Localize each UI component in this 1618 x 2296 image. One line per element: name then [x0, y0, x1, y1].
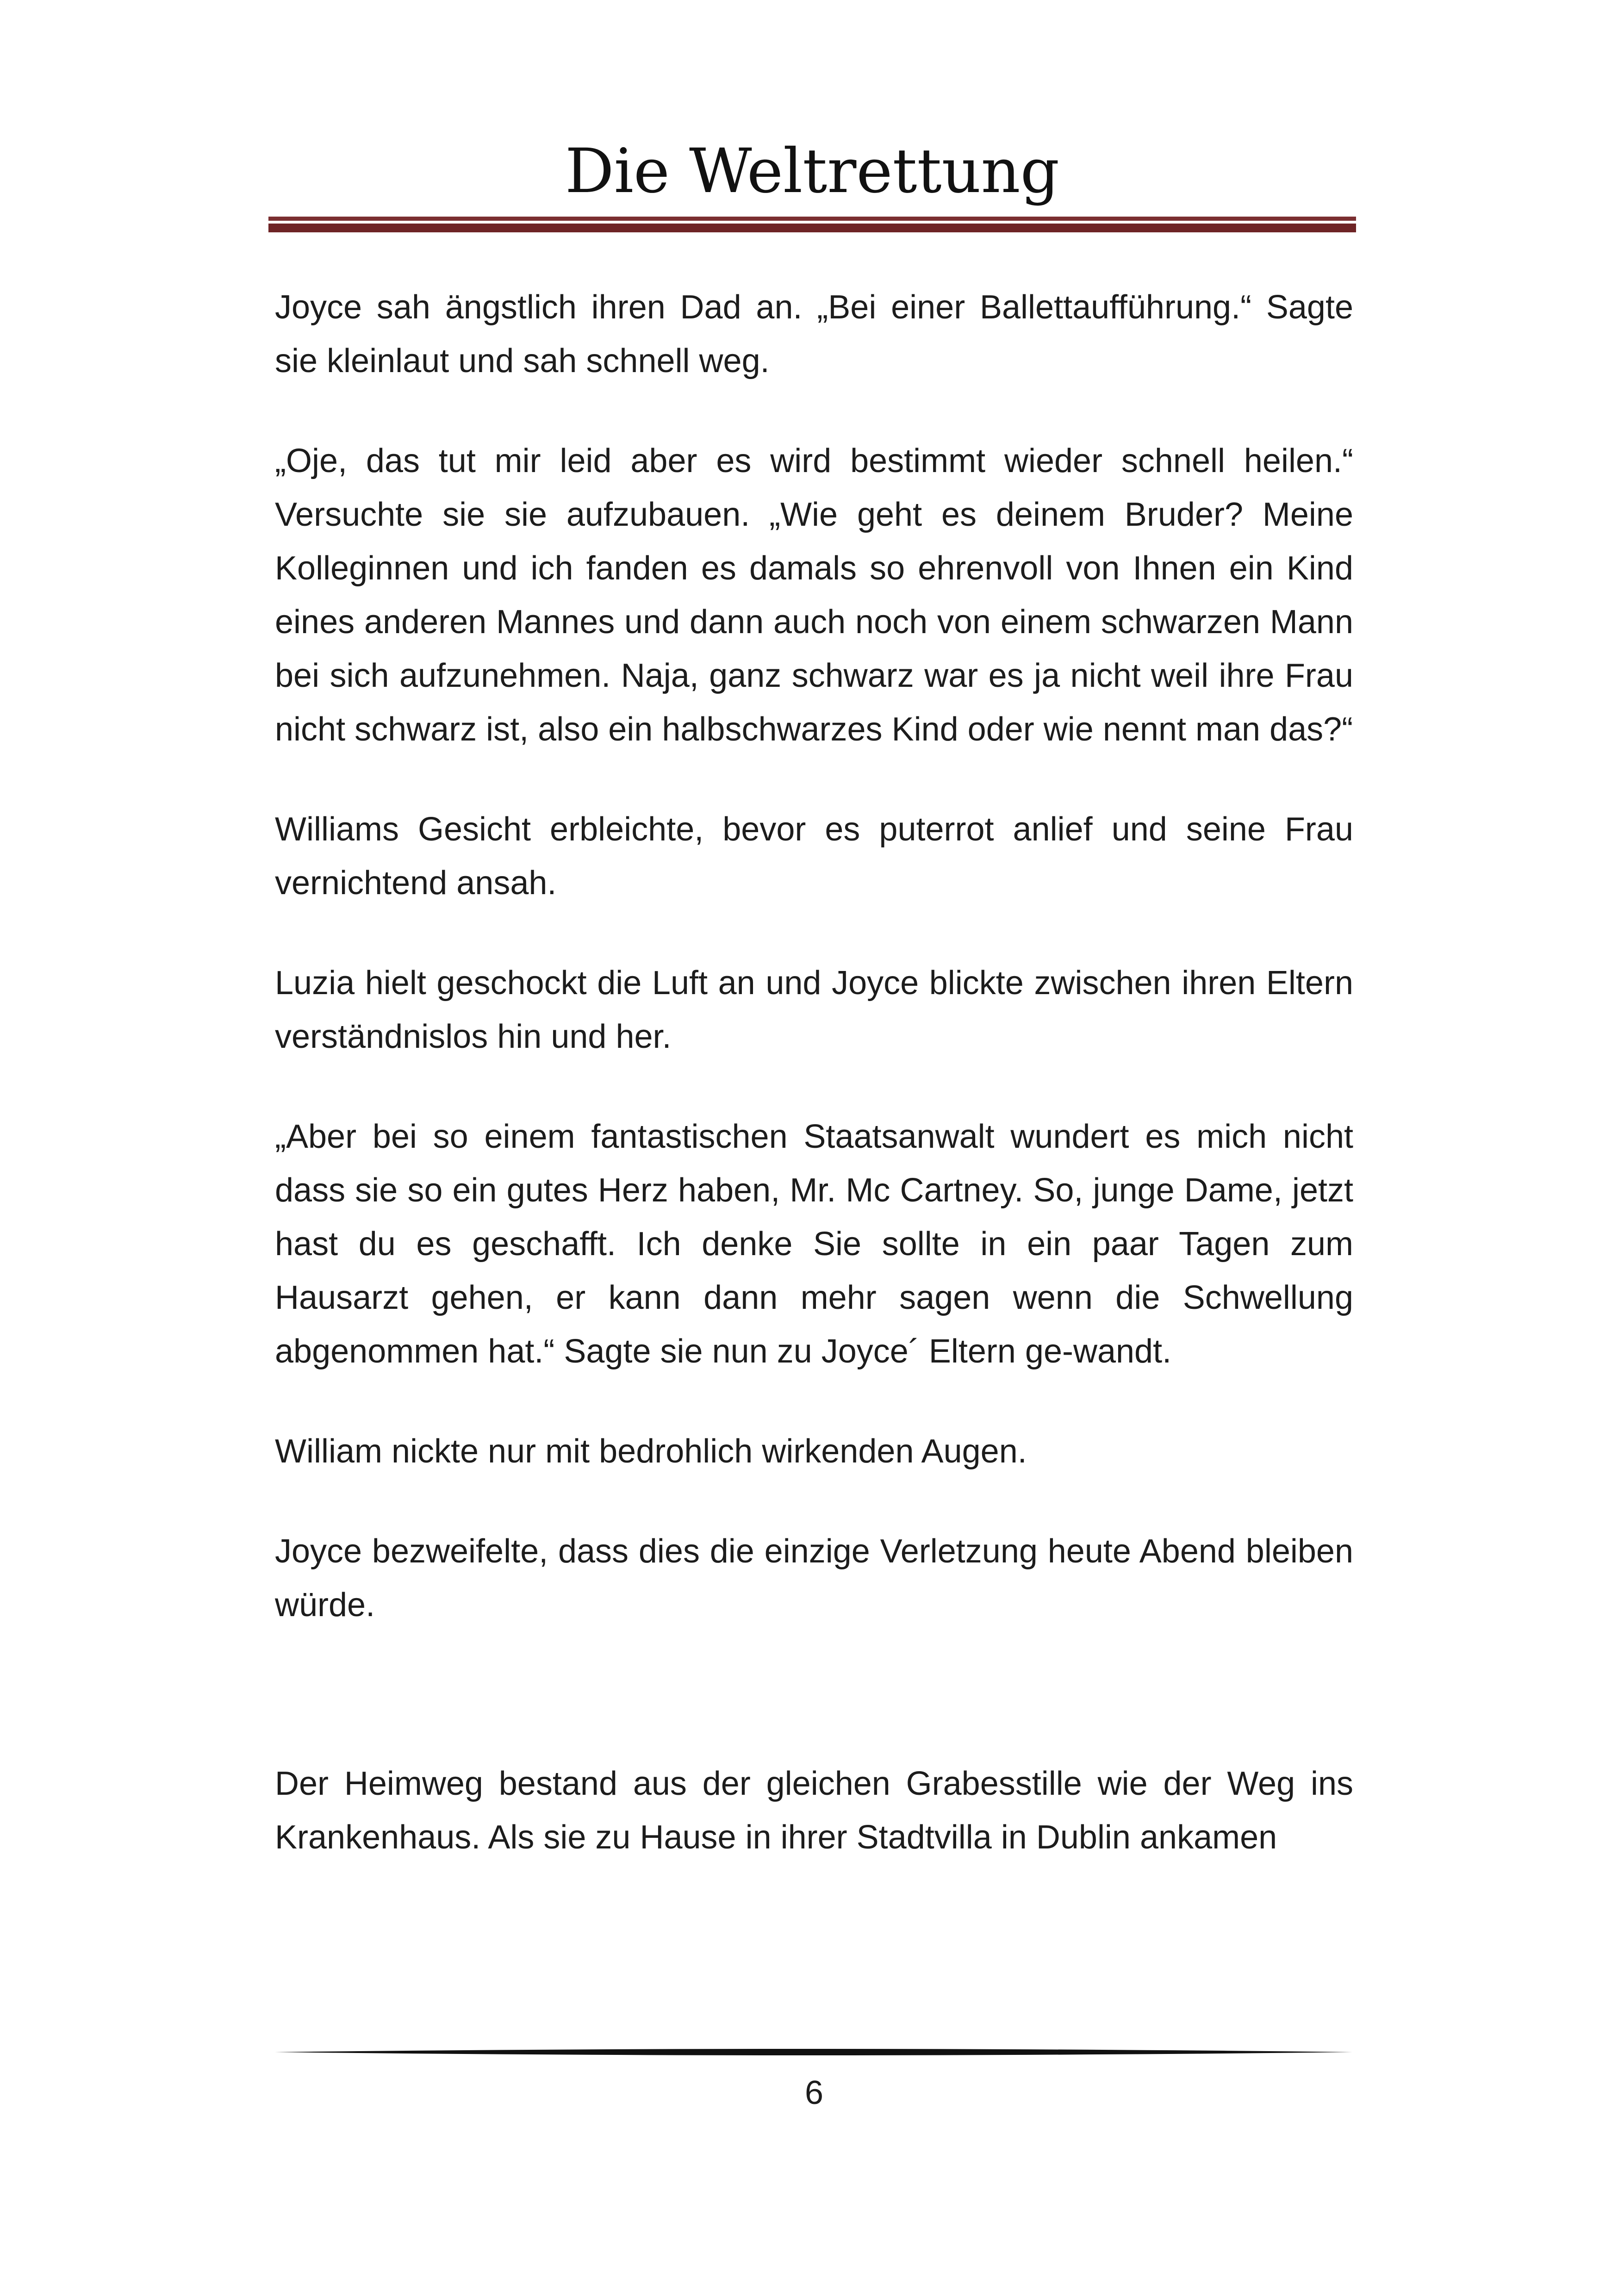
- footer-tapered-rule: [275, 2047, 1353, 2058]
- paragraph: Williams Gesicht erbleichte, bevor es puterrot anlief und seine Frau vernichtend ansah.: [275, 811, 1353, 902]
- header-double-rule: [268, 217, 1356, 232]
- page-number: 6: [804, 2074, 824, 2111]
- paragraph: Luzia hielt geschockt die Luft an und Joyce blickte zwischen ihren Eltern verständnislos hin und her.: [275, 964, 1353, 1055]
- page-header-title: Die Weltrettung: [565, 136, 1060, 207]
- paragraph: „Oje, das tut mir leid aber es wird bestimmt wieder schnell heilen.“ Versuchte sie sie aufzubauen. „Wie geht es deinem Bruder? Meine Kolleginnen und ich fanden es damals so ehrenvoll von Ihnen ein Kind eines anderen Mannes und dann auch noch von einem schwarzen Mann bei sich aufzunehmen. Naja, ganz schwarz war es ja nicht weil ihre Frau nicht schwarz ist, also ein halbschwarzes Kind oder wie nennt man das?“: [275, 442, 1353, 748]
- paragraph: Joyce sah ängstlich ihren Dad an. „Bei einer Ballettaufführung.“ Sagte sie kleinlaut und sah schnell weg.: [275, 289, 1353, 380]
- paragraph: Der Heimweg bestand aus der gleichen Grabesstille wie der Weg ins Krankenhaus. Als sie zu Hause in ihrer Stadtvilla in Dublin ankamen: [275, 1765, 1353, 1856]
- footer-rule-shape: [275, 2047, 1353, 2058]
- paragraph: Joyce bezweifelte, dass dies die einzige Verletzung heute Abend bleiben würde.: [275, 1533, 1353, 1624]
- paragraph: William nickte nur mit bedrohlich wirkenden Augen.: [275, 1433, 1027, 1470]
- paragraph: „Aber bei so einem fantastischen Staatsanwalt wundert es mich nicht dass sie so ein gutes Herz haben, Mr. Mc Cartney. So, junge Dame, jetzt hast du es geschafft. Ich denke Sie sollte in ein paar Tagen zum Hausarzt gehen, er kann dann mehr sagen wenn die Schwellung abgenommen hat.“ Sagte sie nun zu Joyce´ Eltern ge-wandt.: [275, 1118, 1353, 1370]
- header-rule-thick: [268, 224, 1356, 232]
- header-rule-thin: [268, 217, 1356, 221]
- body-text: [275, 280, 1353, 1910]
